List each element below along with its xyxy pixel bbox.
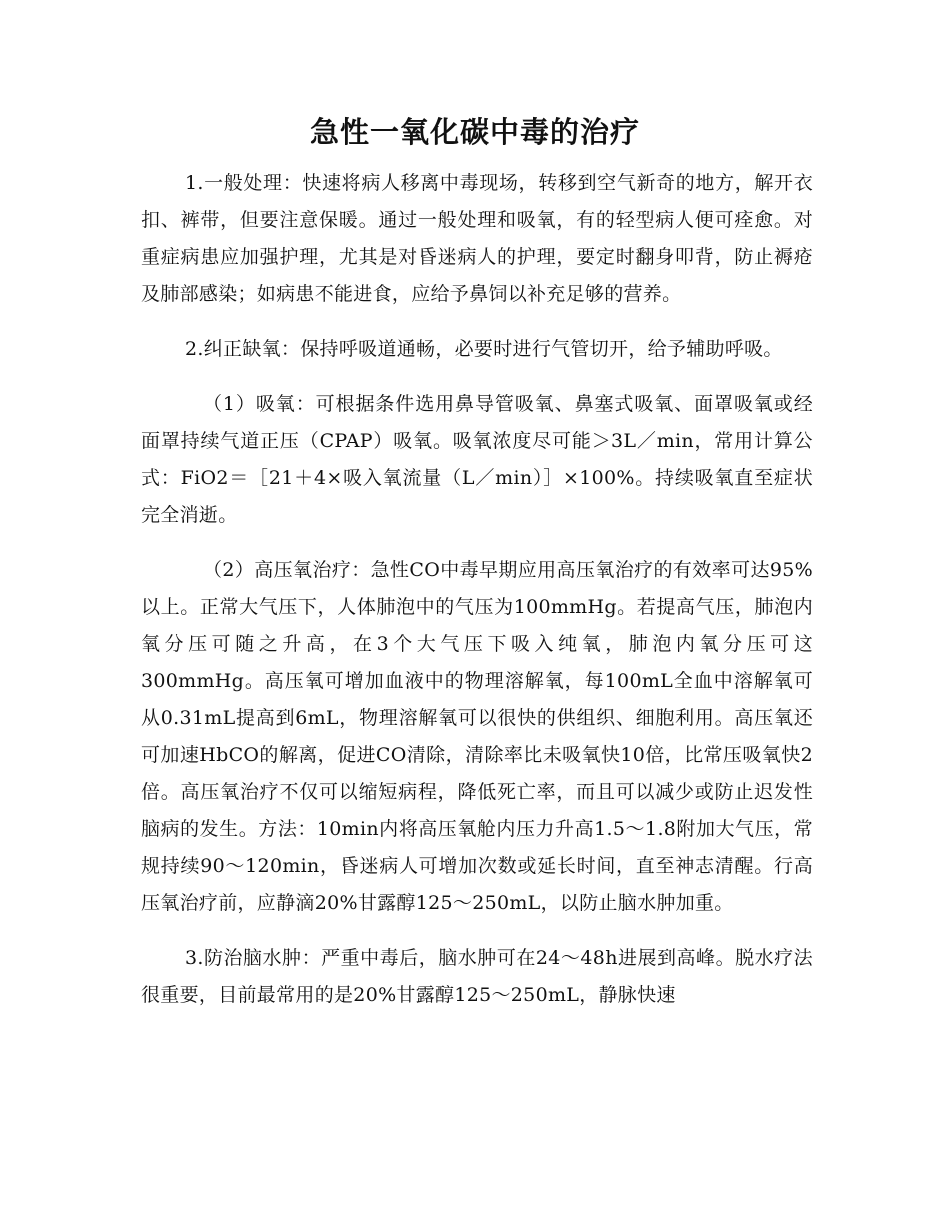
paragraph-hyperbaric-oxygen: （2）高压氧治疗：急性CO中毒早期应用高压氧治疗的有效率可达95%以上。正常大气压下，人体肺泡中的气压为100mmHg。若提高气压，肺泡内氧分压可随之升高，在3个大气压下吸入纯氧，肺泡内氧分压可这300mmHg。高压氧可增加血液中的物理溶解氧，每100mL全血中溶解氧可从0.31mL提高到6mL，物理溶解氧可以很快的供组织、细胞利用。高压氧还可加速HbCO的解离，促进CO清除，清除率比未吸氧快10倍，比常压吸氧快2倍。高压氧治疗不仅可以缩短病程，降低死亡率，而且可以减少或防止迟发性脑病的发生。方法：10min内将高压氧舱内压力升高1.5～1.8附加大气压，常规持续90～120min，昏迷病人可增加次数或延长时间，直至神志清醒。行高压氧治疗前，应静滴20%甘露醇125～250mL，以防止脑水肿加重。 bbox=[141, 559, 813, 914]
document-body bbox=[141, 165, 813, 1032]
document-title: 急性一氧化碳中毒的治疗 bbox=[309, 115, 640, 149]
paragraph-correct-hypoxia: 2.纠正缺氧：保持呼吸道通畅，必要时进行气管切开，给予辅助呼吸。 bbox=[185, 338, 783, 360]
paragraph-general-treatment: 1.一般处理：快速将病人移离中毒现场，转移到空气新奇的地方，解开衣扣、裤带，但要注意保暖。通过一般处理和吸氧，有的轻型病人便可痊愈。对重症病患应加强护理，尤其是对昏迷病人的护理，要定时翻身叩背，防止褥疮及肺部感染；如病患不能进食，应给予鼻饲以补充足够的营养。 bbox=[141, 172, 813, 305]
paragraph-cerebral-edema: 3.防治脑水肿：严重中毒后，脑水肿可在24～48h进展到高峰。脱水疗法很重要，目前最常用的是20%甘露醇125～250mL，静脉快速 bbox=[141, 947, 813, 1006]
paragraph-oxygen-inhalation: （1）吸氧：可根据条件选用鼻导管吸氧、鼻塞式吸氧、面罩吸氧或经面罩持续气道正压（CPAP）吸氧。吸氧浓度尽可能＞3L／min，常用计算公式：FiO2＝［21＋4×吸入氧流量（L／min）］×100%。持续吸氧直至症状完全消逝。 bbox=[141, 393, 813, 526]
